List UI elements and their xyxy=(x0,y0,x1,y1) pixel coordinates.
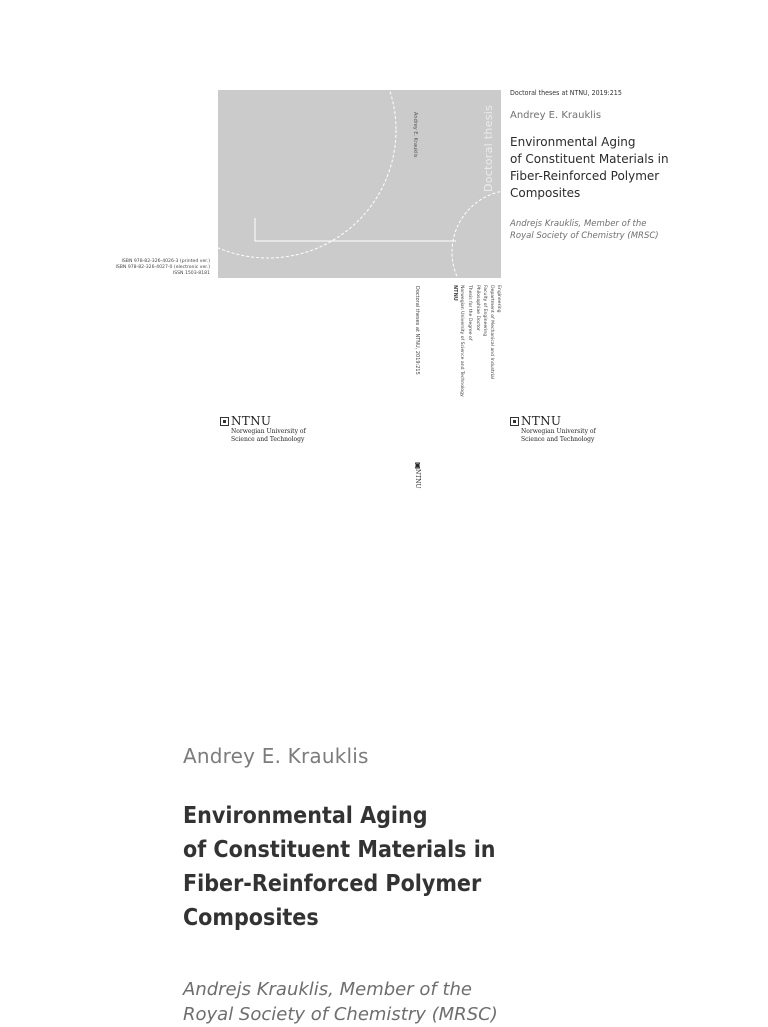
spine-university: Norwegian University of Science and Technology xyxy=(459,285,464,397)
spine-ntnu-logo-icon: ◙ xyxy=(414,462,421,469)
ntnu-logo-line1: Norwegian University of xyxy=(521,428,596,435)
cover-arc-small xyxy=(452,190,501,278)
cover-circle-artwork xyxy=(218,90,501,278)
cover-subtitle: Andrejs Krauklis, Member of the Royal Society of Chemistry (MRSC) xyxy=(510,219,659,241)
spine-doctoral-thesis: Doctoral thesis xyxy=(482,104,495,192)
spine-author: Andrey E. Krauklis xyxy=(412,112,418,158)
ntnu-logo-name: NTNU xyxy=(231,414,272,428)
spine-faculty: Faculty of Engineering xyxy=(482,285,487,337)
cover-bracket-line xyxy=(255,218,456,241)
title-page-author: Andrey E. Krauklis xyxy=(183,744,369,768)
spine-degree: Philosophiae Doctor xyxy=(475,285,480,331)
issn: ISSN 1503-8181 xyxy=(172,271,210,276)
cover-author: Andrey E. Krauklis xyxy=(510,110,602,121)
ntnu-logo-name: NTNU xyxy=(521,414,562,428)
spine-series: Doctoral theses at NTNU, 2019:215 xyxy=(414,286,420,375)
ntnu-logo-back-cover xyxy=(220,414,306,444)
title-page-title: Environmental Aging of Constituent Materials in Fiber-Reinforced Polymer Composites xyxy=(183,803,496,931)
spine-ntnu-logo xyxy=(414,462,421,489)
ntnu-logo-icon xyxy=(510,417,519,426)
title-page-subtitle: Andrejs Krauklis, Member of the Royal Society of Chemistry (MRSC) xyxy=(183,979,498,1025)
isbn-block xyxy=(88,259,210,277)
spine-thesis-for: Thesis for the Degree of xyxy=(467,285,472,341)
ntnu-logo-line1: Norwegian University of xyxy=(231,428,306,435)
cover-grey-panel xyxy=(218,90,501,278)
ntnu-logo-line2: Science and Technology xyxy=(231,436,305,443)
ntnu-logo-icon xyxy=(220,417,229,426)
ntnu-logo-front-cover xyxy=(510,414,596,444)
spine-department-line2: Engineering xyxy=(496,285,501,313)
ntnu-logo-line2: Science and Technology xyxy=(521,436,595,443)
cover-arc-large xyxy=(218,90,396,258)
isbn-electronic: ISBN 978-82-326-4027-0 (electronic ver.) xyxy=(115,265,210,270)
series-line: Doctoral theses at NTNU, 2019:215 xyxy=(510,89,622,97)
spine-department-line1: Department of Mechanical and Industrial xyxy=(489,285,494,380)
cover-title: Environmental Aging of Constituent Materials in Fiber-Reinforced Polymer Composites xyxy=(510,135,669,200)
isbn-printed: ISBN 978-82-326-4026-3 (printed ver.) xyxy=(121,259,210,264)
spine-ntnu-logo-text: NTNU xyxy=(414,469,421,489)
spine-institution: NTNU xyxy=(452,285,458,301)
